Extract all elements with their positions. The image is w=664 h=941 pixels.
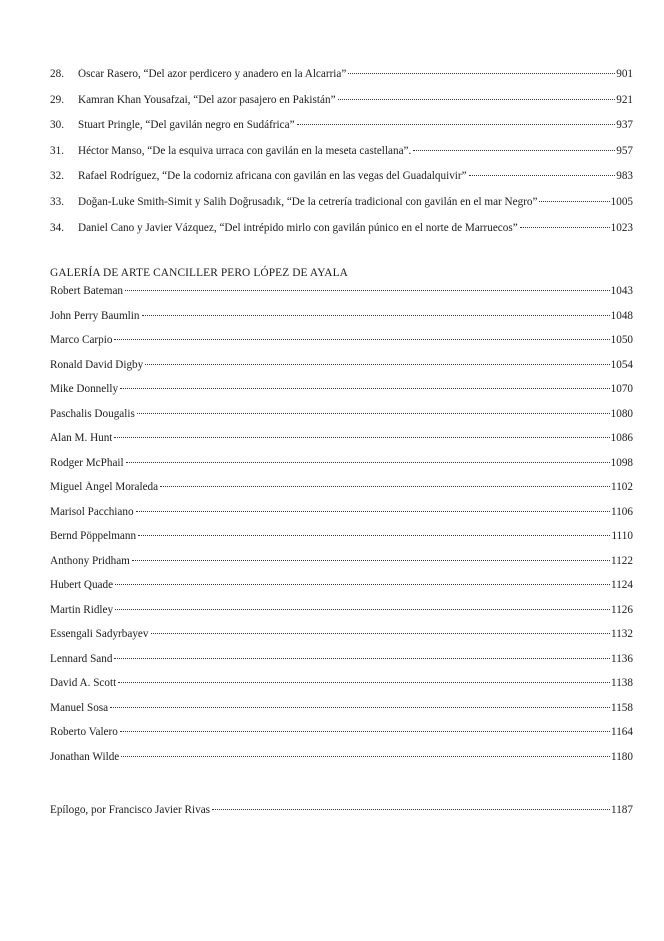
entry-page-number: 921 xyxy=(616,93,633,106)
gallery-artist-list xyxy=(50,285,633,775)
artist-entry xyxy=(50,481,633,506)
dot-leader xyxy=(469,175,616,176)
artist-page-number: 1054 xyxy=(610,358,633,371)
dot-leader xyxy=(160,486,610,487)
artist-page-number: 1080 xyxy=(610,407,633,420)
dot-leader xyxy=(118,682,610,683)
dot-leader xyxy=(338,99,616,100)
artist-page-number: 1180 xyxy=(611,750,633,763)
epilogue-title: Epílogo, por Francisco Javier Rivas xyxy=(50,804,211,817)
artist-name: Hubert Quade xyxy=(50,579,114,592)
artist-name: Miguel Ángel Moraleda xyxy=(50,481,159,494)
artist-entry xyxy=(50,506,633,531)
artist-page-number: 1070 xyxy=(610,383,633,396)
artist-page-number: 1086 xyxy=(610,432,633,445)
dot-leader xyxy=(145,364,609,365)
artist-name: Martin Ridley xyxy=(50,603,114,616)
artist-page-number: 1124 xyxy=(611,579,633,592)
dot-leader xyxy=(137,413,610,414)
artist-entry xyxy=(50,383,633,408)
artist-entry xyxy=(50,555,633,580)
dot-leader xyxy=(136,511,610,512)
artist-name: Robert Bateman xyxy=(50,285,124,298)
artist-entry xyxy=(50,359,633,384)
toc-entry xyxy=(50,94,633,120)
artist-page-number: 1106 xyxy=(611,505,633,518)
toc-entry xyxy=(50,804,633,830)
dot-leader xyxy=(114,437,609,438)
dot-leader xyxy=(110,707,610,708)
entry-number: 32. xyxy=(50,170,64,183)
entry-number: 29. xyxy=(50,93,64,106)
artist-page-number: 1132 xyxy=(611,628,633,641)
dot-leader xyxy=(125,290,610,291)
entry-number: 31. xyxy=(50,144,64,157)
artist-page-number: 1050 xyxy=(610,334,633,347)
artist-name: David A. Scott xyxy=(50,677,117,690)
dot-leader xyxy=(114,339,609,340)
artist-name: Alan M. Hunt xyxy=(50,432,113,445)
artist-name: Jonathan Wilde xyxy=(50,750,120,763)
artist-page-number: 1043 xyxy=(610,285,633,298)
entry-page-number: 901 xyxy=(616,68,633,80)
epilogue-entry xyxy=(50,804,633,830)
entry-page-number: 1005 xyxy=(610,195,633,208)
table-of-contents-page xyxy=(50,68,633,830)
artist-name: Essengali Sadyrbayev xyxy=(50,628,149,641)
artist-entry xyxy=(50,432,633,457)
artist-entry xyxy=(50,579,633,604)
epilogue-page-number: 1187 xyxy=(611,804,633,817)
entry-page-number: 957 xyxy=(616,144,633,157)
toc-entry xyxy=(50,145,633,171)
entry-title: Daniel Cano y Javier Vázquez, “Del intrépido mirlo con gavilán púnico en el norte de Marruecos” xyxy=(78,221,518,234)
entry-page-number: 983 xyxy=(616,170,633,183)
dot-leader xyxy=(115,584,610,585)
dot-leader xyxy=(115,609,610,610)
essay-list xyxy=(50,68,633,247)
toc-entry xyxy=(50,170,633,196)
artist-entry xyxy=(50,677,633,702)
gallery-section-heading: GALERÍA DE ARTE CANCILLER PERO LÓPEZ DE AYALA xyxy=(50,267,348,280)
dot-leader xyxy=(138,535,610,536)
dot-leader xyxy=(126,462,610,463)
toc-entry xyxy=(50,222,633,248)
dot-leader xyxy=(151,633,611,634)
entry-number: 30. xyxy=(50,119,64,132)
artist-name: Lennard Sand xyxy=(50,652,113,665)
artist-name: Anthony Pridham xyxy=(50,554,130,567)
artist-name: Paschalis Dougalis xyxy=(50,407,135,420)
entry-number: 34. xyxy=(50,221,64,234)
dot-leader xyxy=(120,388,610,389)
artist-entry xyxy=(50,653,633,678)
artist-name: Manuel Sosa xyxy=(50,701,109,714)
entry-number: 28. xyxy=(50,68,64,80)
dot-leader xyxy=(297,124,616,125)
artist-page-number: 1122 xyxy=(611,554,633,567)
artist-entry xyxy=(50,604,633,629)
artist-page-number: 1098 xyxy=(610,456,633,469)
entry-title: Óscar Rasero, “Del azor perdicero y anadero en la Alcarria” xyxy=(78,68,347,80)
artist-page-number: 1136 xyxy=(611,652,633,665)
artist-name: Mike Donnelly xyxy=(50,383,119,396)
dot-leader xyxy=(520,227,610,228)
artist-entry xyxy=(50,457,633,482)
artist-page-number: 1126 xyxy=(611,603,633,616)
dot-leader xyxy=(539,201,609,202)
entry-number: 33. xyxy=(50,195,64,208)
dot-leader xyxy=(121,756,610,757)
artist-name: Ronald David Digby xyxy=(50,358,144,371)
dot-leader xyxy=(114,658,610,659)
artist-page-number: 1158 xyxy=(611,701,633,714)
entry-page-number: 1023 xyxy=(610,221,633,234)
dot-leader xyxy=(348,73,615,74)
artist-entry xyxy=(50,530,633,555)
artist-name: Rodger McPhail xyxy=(50,456,124,469)
artist-page-number: 1102 xyxy=(611,481,633,494)
dot-leader xyxy=(142,315,610,316)
dot-leader xyxy=(120,731,610,732)
artist-page-number: 1110 xyxy=(611,530,633,543)
entry-page-number: 937 xyxy=(616,119,633,132)
artist-entry xyxy=(50,751,633,776)
artist-entry xyxy=(50,702,633,727)
entry-title: Héctor Manso, “De la esquiva urraca con gavilán en la meseta castellana”. xyxy=(78,144,412,157)
artist-entry xyxy=(50,285,633,310)
artist-name: Bernd Pöppelmann xyxy=(50,530,137,543)
dot-leader xyxy=(413,150,615,151)
dot-leader xyxy=(212,809,610,810)
artist-name: Marco Carpio xyxy=(50,334,113,347)
entry-title: Kamran Khan Yousafzai, “Del azor pasajero en Pakistán” xyxy=(78,93,336,106)
entry-title: Stuart Pringle, “Del gavilán negro en Sudáfrica” xyxy=(78,119,295,132)
artist-page-number: 1048 xyxy=(610,309,633,322)
artist-entry xyxy=(50,628,633,653)
artist-page-number: 1138 xyxy=(611,677,633,690)
artist-entry xyxy=(50,310,633,335)
dot-leader xyxy=(132,560,610,561)
artist-name: Marisol Pacchiano xyxy=(50,505,134,518)
entry-title: Rafael Rodríguez, “De la codorniz africana con gavilán en las vegas del Guadalquivir” xyxy=(78,170,467,183)
artist-page-number: 1164 xyxy=(611,726,633,739)
entry-title: Doğan-Luke Smith-Simit y Salih Doğrusadık, “De la cetrería tradicional con gavilán en el mar Negro” xyxy=(78,195,538,208)
artist-entry xyxy=(50,726,633,751)
artist-name: John Perry Baumlin xyxy=(50,309,140,322)
toc-entry xyxy=(50,196,633,222)
toc-entry xyxy=(50,119,633,145)
artist-name: Roberto Valero xyxy=(50,726,118,739)
artist-entry xyxy=(50,334,633,359)
toc-entry xyxy=(50,68,633,94)
artist-entry xyxy=(50,408,633,433)
